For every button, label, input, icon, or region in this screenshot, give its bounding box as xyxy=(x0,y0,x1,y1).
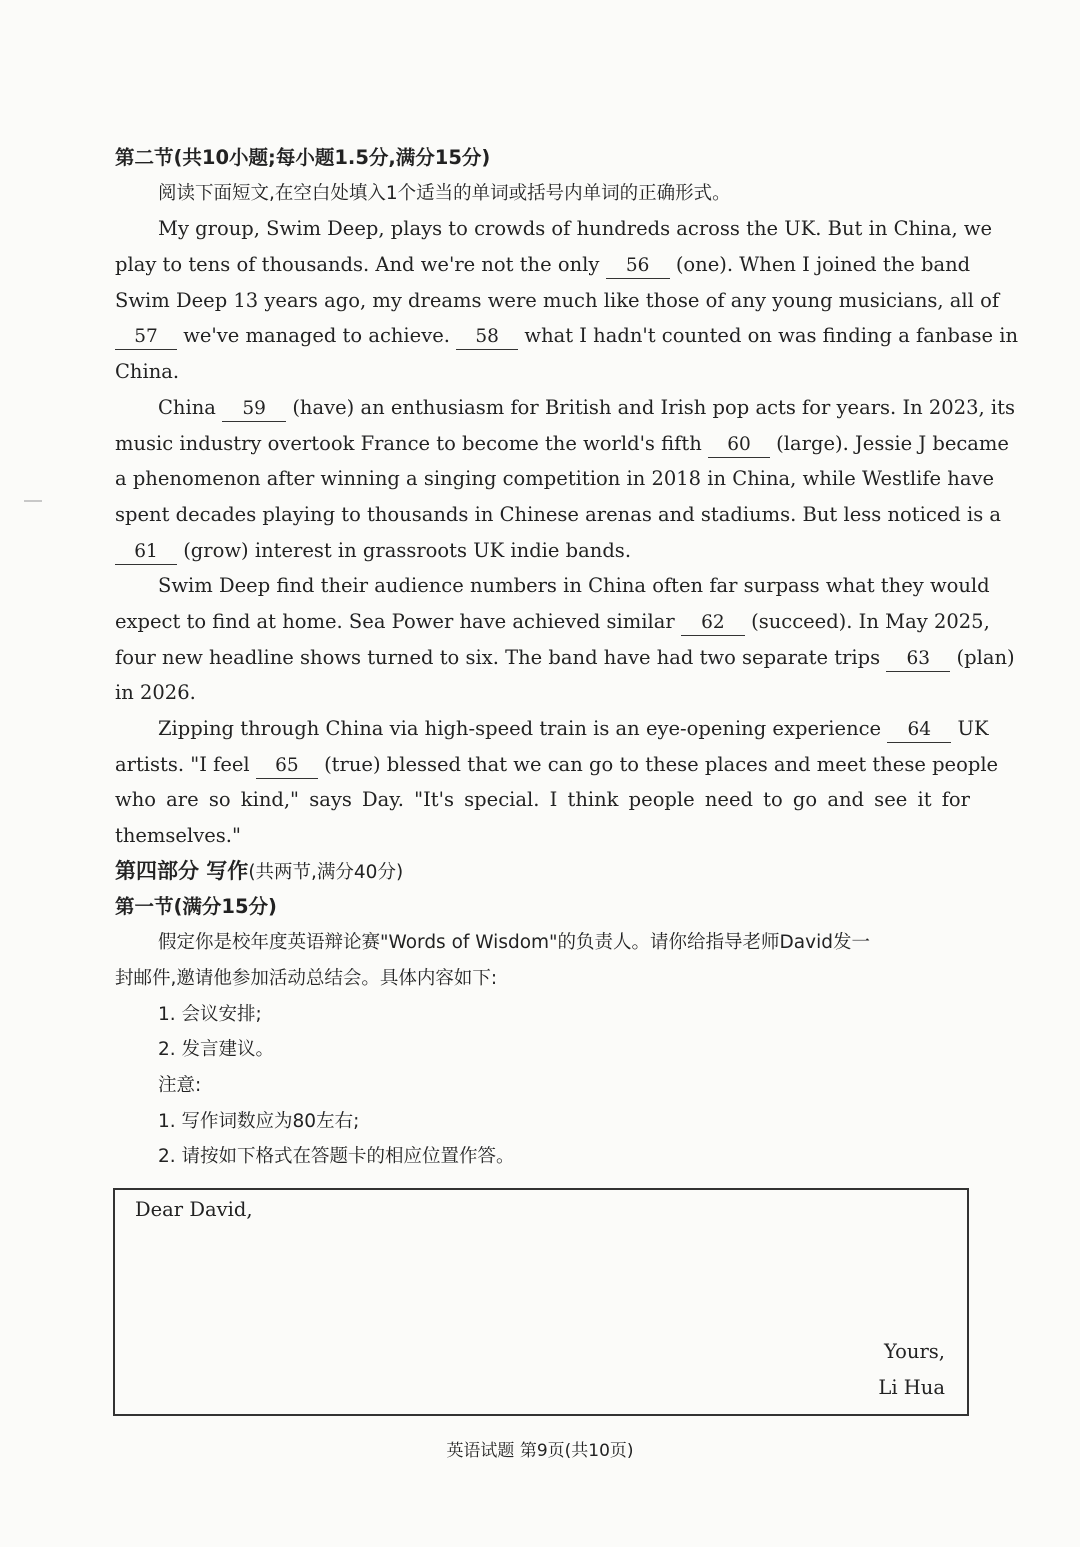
letter-greeting: Dear David, xyxy=(135,1198,253,1221)
text-segment: Zipping through China via high-speed train is an eye-opening experience xyxy=(158,717,882,740)
notes-title: 注意: xyxy=(158,1074,202,1096)
p4-line4: themselves." xyxy=(115,824,241,848)
content-item-1: 1. 会议安排; xyxy=(158,1003,262,1025)
blank-63: 63 xyxy=(886,647,950,672)
text-segment: (true) blessed that we can go to these places and meet these people xyxy=(324,752,999,776)
p1-line3: Swim Deep 13 years ago, my dreams were much like those of any young musicians, all of xyxy=(115,288,1000,312)
exam-page xyxy=(115,140,1019,1175)
text-segment: (one). When I joined the band xyxy=(675,253,971,277)
p2-line2 xyxy=(115,426,1009,462)
part4-title xyxy=(115,854,970,890)
blank-61: 61 xyxy=(115,540,177,565)
blank-56: 56 xyxy=(606,254,670,279)
p3-line4: in 2026. xyxy=(115,681,196,705)
letter-closing: Yours, xyxy=(883,1340,945,1363)
p2-line3: a phenomenon after winning a singing competition in 2018 in China, while Westlife have xyxy=(115,467,995,491)
note-2: 2. 请按如下格式在答题卡的相应位置作答。 xyxy=(158,1146,515,1168)
text-segment: (grow) interest in grassroots UK indie bands. xyxy=(183,538,632,562)
p1-line2 xyxy=(115,247,970,283)
note-1: 1. 写作词数应为80左右; xyxy=(158,1110,360,1132)
blank-58: 58 xyxy=(456,325,518,350)
text-segment: expect to find at home. Sea Power have achieved similar xyxy=(115,609,675,633)
text-segment: music industry overtook France to become the world's fifth xyxy=(115,431,702,455)
part4-heading-note: (共两节,满分40分) xyxy=(248,861,404,883)
text-segment: we've managed to achieve. xyxy=(183,324,450,348)
part4-section1-title: 第一节(满分15分) xyxy=(115,895,277,919)
p3-line1: Swim Deep find their audience numbers in China often far surpass what they would xyxy=(158,574,990,598)
p4-line1 xyxy=(115,711,989,747)
p1-line4 xyxy=(115,318,1019,354)
p4-line2 xyxy=(115,747,999,783)
p2-line4: spent decades playing to thousands in Chinese arenas and stadiums. But less noticed is a xyxy=(115,502,1002,526)
p1-line1: My group, Swim Deep, plays to crowds of hundreds across the UK. But in China, we xyxy=(158,217,993,241)
p3-line3 xyxy=(115,640,1015,676)
p4-line3: who are so kind," says Day. "It's special. I think people need to go and see it for xyxy=(115,788,970,812)
letter-signature: Li Hua xyxy=(878,1376,945,1399)
text-segment: (plan) xyxy=(956,645,1015,669)
text-segment: UK xyxy=(957,717,989,740)
text-segment: (have) an enthusiasm for British and Irish pop acts for years. In 2023, its xyxy=(292,395,1016,419)
blank-59: 59 xyxy=(222,397,286,422)
p3-line2 xyxy=(115,604,990,640)
blank-65: 65 xyxy=(256,754,318,779)
p2-line1 xyxy=(115,390,1016,426)
blank-60: 60 xyxy=(708,433,770,458)
text-segment: play to tens of thousands. And we're not the only xyxy=(115,253,600,277)
blank-57: 57 xyxy=(115,325,177,350)
part4-heading: 第四部分 写作 xyxy=(115,858,249,883)
text-segment: (succeed). In May 2025, xyxy=(751,609,990,633)
writing-prompt-line1: 假定你是校年度英语辩论赛"Words of Wisdom"的负责人。请你给指导老师David发一 xyxy=(158,932,870,954)
margin-mark xyxy=(24,500,42,502)
section2-instruction: 阅读下面短文,在空白处填入1个适当的单词或括号内单词的正确形式。 xyxy=(158,182,731,204)
p2-line5 xyxy=(115,533,970,569)
content-item-2: 2. 发言建议。 xyxy=(158,1039,275,1061)
text-segment: four new headline shows turned to six. The band have had two separate trips xyxy=(115,645,881,669)
answer-format-box xyxy=(113,1188,969,1416)
blank-64: 64 xyxy=(887,718,951,743)
blank-62: 62 xyxy=(681,611,745,636)
text-segment: artists. "I feel xyxy=(115,752,250,776)
p1-line5: China. xyxy=(115,360,180,384)
text-segment: what I hadn't counted on was finding a fanbase in xyxy=(524,324,1019,348)
text-segment: (large). Jessie J became xyxy=(776,431,1009,455)
text-segment: China xyxy=(158,395,216,419)
page-footer: 英语试题 第9页(共10页) xyxy=(446,1441,634,1461)
writing-prompt-line2: 封邮件,邀请他参加活动总结会。具体内容如下: xyxy=(115,967,498,989)
section2-title: 第二节(共10小题;每小题1.5分,满分15分) xyxy=(115,146,491,169)
